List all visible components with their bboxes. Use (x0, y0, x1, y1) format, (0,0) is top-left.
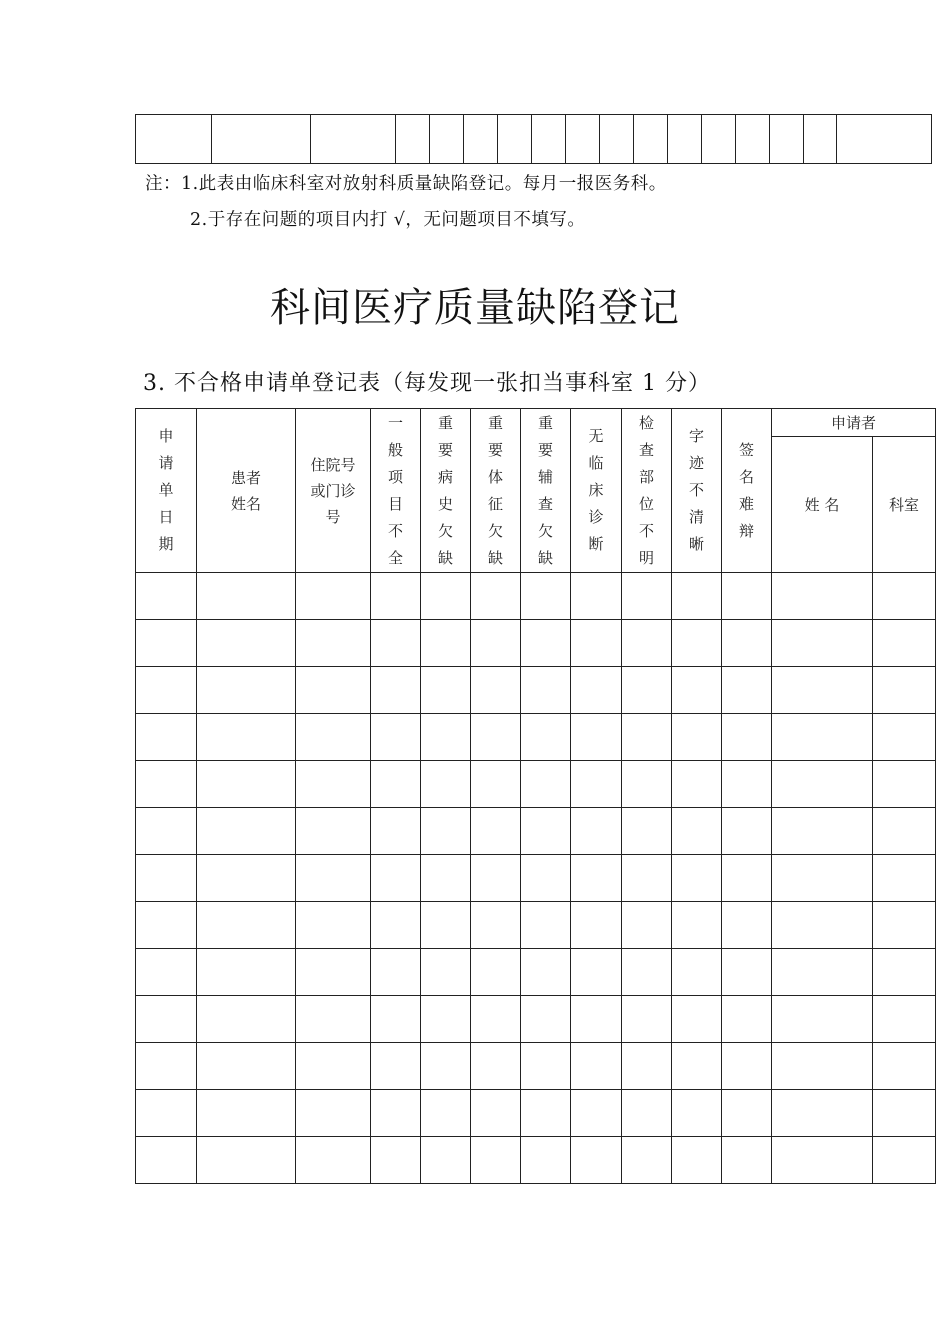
table-cell[interactable] (521, 808, 571, 855)
header-signature-illegible (722, 409, 772, 573)
table-cell[interactable] (296, 714, 371, 761)
table-cell[interactable] (622, 1090, 672, 1137)
table-cell[interactable] (464, 115, 498, 164)
table-cell[interactable] (430, 115, 464, 164)
table-cell[interactable] (873, 573, 936, 620)
table-row (136, 620, 936, 667)
table-cell[interactable] (212, 115, 311, 164)
table-cell[interactable] (772, 949, 873, 996)
table-cell[interactable] (772, 667, 873, 714)
table-cell[interactable] (772, 996, 873, 1043)
table-cell[interactable] (622, 808, 672, 855)
table-cell[interactable] (772, 573, 873, 620)
header-aux-exam-missing-label: 重要辅查欠缺 (537, 413, 553, 567)
table-cell[interactable] (772, 855, 873, 902)
table-row (136, 902, 936, 949)
header-record-number-label: 住院号 或门诊 号 (310, 455, 356, 526)
table-cell[interactable] (571, 573, 622, 620)
table-cell[interactable] (421, 902, 471, 949)
table-cell[interactable] (371, 1043, 421, 1090)
table-cell[interactable] (672, 1137, 722, 1184)
table-cell[interactable] (722, 1137, 772, 1184)
table-row (136, 855, 936, 902)
table-cell[interactable] (421, 667, 471, 714)
note-line-1: 注：1.此表由临床科室对放射科质量缺陷登记。每月一报医务科。 (145, 174, 667, 194)
table-cell[interactable] (296, 996, 371, 1043)
table-cell[interactable] (197, 855, 296, 902)
section-title: 3. 不合格申请单登记表（每发现一张扣当事科室 1 分） (143, 371, 711, 396)
header-applicant-name-label: 姓 名 (804, 495, 840, 514)
table-row (136, 949, 936, 996)
table-cell[interactable] (571, 620, 622, 667)
table-cell[interactable] (571, 902, 622, 949)
table-cell[interactable] (136, 855, 197, 902)
table-cell[interactable] (521, 667, 571, 714)
header-history-missing (421, 409, 471, 573)
table-cell[interactable] (571, 1043, 622, 1090)
table-cell[interactable] (571, 808, 622, 855)
table-cell[interactable] (296, 1137, 371, 1184)
table-cell[interactable] (197, 573, 296, 620)
table-cell[interactable] (722, 996, 772, 1043)
table-cell[interactable] (521, 949, 571, 996)
header-exam-site-unclear (622, 409, 672, 573)
header-record-number (296, 409, 371, 573)
table-cell[interactable] (371, 1137, 421, 1184)
table-cell[interactable] (722, 667, 772, 714)
table-cell[interactable] (622, 573, 672, 620)
table-row (136, 996, 936, 1043)
header-general-incomplete (371, 409, 421, 573)
table-cell[interactable] (722, 1090, 772, 1137)
table-cell[interactable] (471, 996, 521, 1043)
table-row (136, 1043, 936, 1090)
table-cell[interactable] (873, 902, 936, 949)
table-cell[interactable] (471, 667, 521, 714)
table-cell[interactable] (371, 714, 421, 761)
table-cell[interactable] (873, 620, 936, 667)
form-title: 科间医疗质量缺陷登记 (270, 285, 680, 331)
table-cell[interactable] (136, 808, 197, 855)
table-cell[interactable] (722, 620, 772, 667)
table-cell[interactable] (371, 902, 421, 949)
table-cell[interactable] (622, 714, 672, 761)
table-cell[interactable] (396, 115, 430, 164)
table-cell[interactable] (722, 855, 772, 902)
table-cell[interactable] (136, 996, 197, 1043)
table-cell[interactable] (471, 714, 521, 761)
table-cell[interactable] (296, 667, 371, 714)
table-cell[interactable] (421, 1090, 471, 1137)
table-cell[interactable] (471, 855, 521, 902)
table-cell[interactable] (571, 1137, 622, 1184)
table-cell[interactable] (471, 949, 521, 996)
table-cell[interactable] (772, 1137, 873, 1184)
table-cell[interactable] (532, 115, 566, 164)
table-cell[interactable] (471, 1137, 521, 1184)
table-row (136, 115, 932, 164)
table-cell[interactable] (421, 808, 471, 855)
table-cell[interactable] (873, 855, 936, 902)
table-cell[interactable] (672, 667, 722, 714)
table-cell[interactable] (471, 573, 521, 620)
table-cell[interactable] (622, 996, 672, 1043)
table-cell[interactable] (770, 115, 804, 164)
table-cell[interactable] (622, 620, 672, 667)
table-cell[interactable] (672, 714, 722, 761)
table-row (136, 714, 936, 761)
header-applicant-group: 申请者 (772, 409, 936, 437)
table-cell[interactable] (772, 902, 873, 949)
table-cell[interactable] (722, 808, 772, 855)
table-cell[interactable] (634, 115, 668, 164)
table-cell[interactable] (622, 855, 672, 902)
continuation-table (135, 114, 932, 164)
table-cell[interactable] (471, 1090, 521, 1137)
table-cell[interactable] (702, 115, 736, 164)
table-cell[interactable] (622, 902, 672, 949)
table-cell[interactable] (672, 1043, 722, 1090)
table-cell[interactable] (421, 573, 471, 620)
table-cell[interactable] (371, 855, 421, 902)
table-cell[interactable] (471, 620, 521, 667)
table-cell[interactable] (296, 573, 371, 620)
table-row (136, 573, 936, 620)
table-cell[interactable] (622, 949, 672, 996)
table-cell[interactable] (371, 949, 421, 996)
header-handwriting-unclear-label: 字迹不清晰 (688, 427, 704, 553)
table-cell[interactable] (873, 808, 936, 855)
table-cell[interactable] (296, 620, 371, 667)
table-cell[interactable] (197, 1043, 296, 1090)
table-cell[interactable] (672, 808, 722, 855)
table-cell[interactable] (471, 808, 521, 855)
table-cell[interactable] (571, 667, 622, 714)
table-cell[interactable] (622, 1043, 672, 1090)
table-cell[interactable] (521, 1137, 571, 1184)
note-line-2: 2.于存在问题的项目内打 √，无问题项目不填写。 (190, 210, 586, 230)
table-cell[interactable] (622, 761, 672, 808)
table-cell[interactable] (772, 714, 873, 761)
table-cell[interactable] (371, 761, 421, 808)
table-cell[interactable] (722, 761, 772, 808)
header-history-missing-label: 重要病史欠缺 (437, 413, 453, 567)
table-cell[interactable] (421, 1137, 471, 1184)
header-aux-exam-missing (521, 409, 571, 573)
table-cell[interactable] (136, 949, 197, 996)
table-cell[interactable] (521, 714, 571, 761)
table-cell[interactable] (521, 620, 571, 667)
header-general-incomplete-label: 一般项目不全 (387, 413, 403, 567)
table-cell[interactable] (296, 855, 371, 902)
table-cell[interactable] (672, 620, 722, 667)
table-cell[interactable] (736, 115, 770, 164)
header-exam-site-unclear-label: 检查部位不明 (638, 413, 654, 567)
table-cell[interactable] (136, 620, 197, 667)
table-cell[interactable] (136, 115, 212, 164)
table-cell[interactable] (371, 808, 421, 855)
table-cell[interactable] (571, 949, 622, 996)
table-cell[interactable] (873, 949, 936, 996)
table-cell[interactable] (521, 573, 571, 620)
table-cell[interactable] (371, 996, 421, 1043)
table-row (136, 1137, 936, 1184)
table-row (136, 667, 936, 714)
table-cell[interactable] (521, 1043, 571, 1090)
table-cell[interactable] (311, 115, 396, 164)
table-cell[interactable] (521, 996, 571, 1043)
table-cell[interactable] (197, 1090, 296, 1137)
table-cell[interactable] (600, 115, 634, 164)
table-cell[interactable] (772, 1043, 873, 1090)
table-cell[interactable] (421, 761, 471, 808)
table-cell[interactable] (136, 573, 197, 620)
table-cell[interactable] (136, 761, 197, 808)
table-cell[interactable] (772, 1090, 873, 1137)
table-cell[interactable] (804, 115, 837, 164)
table-cell[interactable] (421, 996, 471, 1043)
table-cell[interactable] (672, 761, 722, 808)
table-cell[interactable] (873, 761, 936, 808)
table-cell[interactable] (521, 761, 571, 808)
table-cell[interactable] (471, 1043, 521, 1090)
table-cell[interactable] (296, 1043, 371, 1090)
table-cell[interactable] (371, 1090, 421, 1137)
table-cell[interactable] (873, 996, 936, 1043)
table-cell[interactable] (136, 1090, 197, 1137)
table-cell[interactable] (421, 949, 471, 996)
table-cell[interactable] (722, 949, 772, 996)
header-date-label: 申请单日期 (158, 427, 174, 553)
table-cell[interactable] (197, 1137, 296, 1184)
table-cell[interactable] (498, 115, 532, 164)
header-no-clinical-diagnosis (571, 409, 622, 573)
table-cell[interactable] (197, 808, 296, 855)
table-cell[interactable] (136, 1043, 197, 1090)
table-cell[interactable] (197, 667, 296, 714)
table-cell[interactable] (296, 1090, 371, 1137)
table-cell[interactable] (571, 855, 622, 902)
table-cell[interactable] (722, 902, 772, 949)
table-cell[interactable] (521, 1090, 571, 1137)
table-cell[interactable] (371, 573, 421, 620)
defect-register-table (135, 408, 936, 1184)
table-cell[interactable] (672, 1090, 722, 1137)
table-cell[interactable] (521, 902, 571, 949)
table-cell[interactable] (296, 902, 371, 949)
table-cell[interactable] (566, 115, 600, 164)
table-cell[interactable] (873, 1043, 936, 1090)
table-cell[interactable] (622, 667, 672, 714)
table-cell[interactable] (672, 855, 722, 902)
table-cell[interactable] (668, 115, 702, 164)
table-cell[interactable] (136, 714, 197, 761)
table-row (136, 808, 936, 855)
table-cell[interactable] (421, 855, 471, 902)
table-cell[interactable] (772, 761, 873, 808)
table-cell[interactable] (722, 573, 772, 620)
table-cell[interactable] (296, 808, 371, 855)
header-applicant-name (772, 437, 873, 573)
table-cell[interactable] (197, 761, 296, 808)
table-cell[interactable] (136, 902, 197, 949)
header-patient-name (197, 409, 296, 573)
table-cell[interactable] (371, 620, 421, 667)
table-cell[interactable] (672, 902, 722, 949)
table-cell[interactable] (371, 667, 421, 714)
table-cell[interactable] (296, 949, 371, 996)
table-cell[interactable] (421, 714, 471, 761)
table-cell[interactable] (873, 714, 936, 761)
header-signs-missing (471, 409, 521, 573)
table-cell[interactable] (571, 996, 622, 1043)
header-signs-missing-label: 重要体征欠缺 (487, 413, 503, 567)
header-applicant-department (873, 437, 936, 573)
table-cell[interactable] (772, 808, 873, 855)
header-handwriting-unclear (672, 409, 722, 573)
table-row (136, 761, 936, 808)
table-cell[interactable] (197, 996, 296, 1043)
table-cell[interactable] (471, 761, 521, 808)
table-cell[interactable] (672, 573, 722, 620)
table-cell[interactable] (873, 667, 936, 714)
table-cell[interactable] (772, 620, 873, 667)
header-applicant-department-label: 科室 (889, 495, 920, 514)
table-cell[interactable] (722, 1043, 772, 1090)
table-cell[interactable] (672, 996, 722, 1043)
table-cell[interactable] (421, 1043, 471, 1090)
table-cell[interactable] (421, 620, 471, 667)
header-date (136, 409, 197, 573)
header-signature-illegible-label: 签名难辩 (738, 440, 754, 540)
table-cell[interactable] (136, 1137, 197, 1184)
table-cell[interactable] (571, 1090, 622, 1137)
table-cell[interactable] (521, 855, 571, 902)
table-cell[interactable] (296, 761, 371, 808)
table-cell[interactable] (672, 949, 722, 996)
table-cell[interactable] (571, 761, 622, 808)
table-cell[interactable] (197, 902, 296, 949)
table-cell[interactable] (837, 115, 932, 164)
table-cell[interactable] (873, 1137, 936, 1184)
table-cell[interactable] (197, 620, 296, 667)
table-cell[interactable] (873, 1090, 936, 1137)
table-cell[interactable] (722, 714, 772, 761)
table-cell[interactable] (136, 667, 197, 714)
table-cell[interactable] (622, 1137, 672, 1184)
table-cell[interactable] (197, 714, 296, 761)
table-cell[interactable] (471, 902, 521, 949)
header-patient-name-label: 患者 姓名 (230, 468, 261, 513)
table-cell[interactable] (197, 949, 296, 996)
table-cell[interactable] (571, 714, 622, 761)
table-row (136, 1090, 936, 1137)
header-no-clinical-diagnosis-label: 无临床诊断 (588, 427, 604, 553)
